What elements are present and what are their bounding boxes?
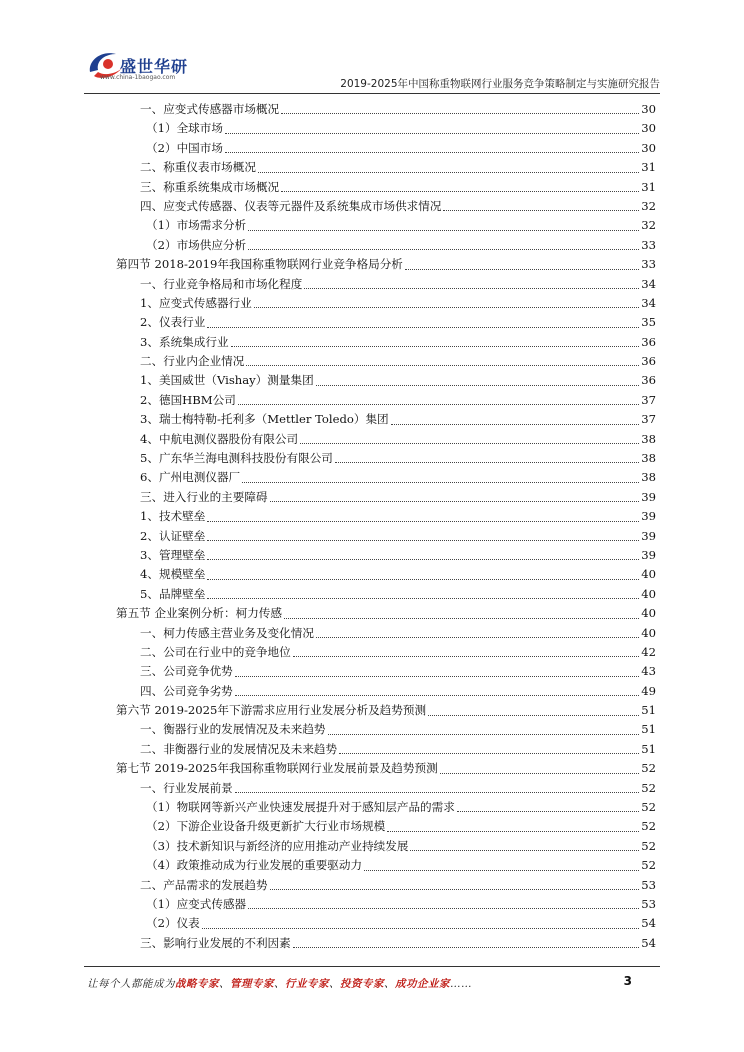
- toc-entry-title: 2、认证壁垒: [140, 528, 206, 543]
- toc-leader-dots: [284, 618, 639, 619]
- toc-entry-page: 30: [641, 101, 656, 116]
- toc-entry-title: （4）政策推动成为行业发展的重要驱动力: [146, 858, 363, 873]
- toc-entry[interactable]: [116, 934, 656, 953]
- toc-entry-page: 42: [641, 644, 656, 659]
- toc-entry-page: 40: [641, 567, 656, 582]
- toc-entry-page: 32: [641, 218, 656, 233]
- toc-entry-title: 第五节 企业案例分析：柯力传感: [116, 606, 282, 621]
- toc-entry-title: 四、应变式传感器、仪表等元器件及系统集成市场供求情况: [140, 198, 442, 213]
- toc-leader-dots: [235, 695, 639, 696]
- toc-entry-title: 二、行业内企业情况: [140, 354, 245, 369]
- footer-slogan: 让每个人都能成为战略专家、管理专家、行业专家、投资专家、成功企业家……: [87, 978, 472, 990]
- toc-entry-page: 51: [641, 722, 656, 737]
- toc-entry[interactable]: [116, 158, 656, 177]
- toc-entry-page: 43: [641, 664, 656, 679]
- toc-entry-page: 38: [641, 451, 656, 466]
- toc-entry[interactable]: [116, 585, 656, 604]
- toc-entry[interactable]: [116, 275, 656, 294]
- toc-entry-title: 3、管理壁垒: [140, 547, 206, 562]
- toc-entry-page: 36: [641, 334, 656, 349]
- toc-leader-dots: [293, 656, 640, 657]
- toc-entry-page: 36: [641, 373, 656, 388]
- toc-entry[interactable]: [116, 779, 656, 798]
- toc-entry-page: 38: [641, 431, 656, 446]
- toc-entry-title: 一、应变式传感器市场概况: [140, 101, 280, 116]
- toc-entry[interactable]: [116, 507, 656, 526]
- toc-entry-title: 第六节 2019-2025年下游需求应用行业发展分析及趋势预测: [116, 703, 427, 718]
- page-number: 3: [623, 974, 632, 988]
- toc-leader-dots: [270, 501, 640, 502]
- toc-entry-title: 一、行业竞争格局和市场化程度: [140, 276, 303, 291]
- toc-entry-title: 三、影响行业发展的不利因素: [140, 935, 291, 950]
- toc-leader-dots: [304, 288, 639, 289]
- footer-role: 投资专家: [340, 978, 384, 990]
- toc-entry[interactable]: [116, 410, 656, 429]
- toc-leader-dots: [339, 753, 639, 754]
- toc-entry-title: 5、广东华兰海电测科技股份有限公司: [140, 451, 333, 466]
- toc-entry[interactable]: [116, 119, 656, 138]
- toc-entry[interactable]: [116, 197, 656, 216]
- toc-entry-page: 53: [641, 897, 656, 911]
- toc-leader-dots: [316, 637, 639, 638]
- toc-entry-page: 40: [641, 606, 656, 621]
- toc-entry-page: 52: [641, 858, 656, 873]
- toc-entry[interactable]: [116, 759, 656, 778]
- toc-entry-title: 6、广州电测仪器厂: [140, 470, 241, 485]
- toc-entry-page: 52: [641, 761, 656, 776]
- toc-entry-page: 54: [641, 935, 656, 950]
- toc-entry[interactable]: [116, 682, 656, 701]
- toc-leader-dots: [293, 947, 640, 948]
- footer-divider: [84, 966, 660, 967]
- toc-entry-title: 二、公司在行业中的竞争地位: [140, 644, 291, 659]
- toc-entry-title: 三、公司竞争优势: [140, 664, 233, 679]
- toc-entry[interactable]: [116, 798, 656, 817]
- toc-leader-dots: [207, 521, 639, 522]
- toc-leader-dots: [410, 850, 639, 851]
- toc-entry[interactable]: [116, 488, 656, 507]
- toc-leader-dots: [300, 443, 639, 444]
- toc-entry-title: 四、公司竞争劣势: [140, 683, 233, 698]
- toc-entry[interactable]: [116, 914, 656, 933]
- toc-entry-page: 52: [641, 838, 656, 853]
- toc-entry[interactable]: [116, 216, 656, 235]
- toc-leader-dots: [235, 676, 639, 677]
- toc-leader-dots: [207, 598, 639, 599]
- toc-entry-page: 35: [641, 315, 656, 330]
- toc-leader-dots: [364, 870, 639, 871]
- toc-entry-page: 40: [641, 625, 656, 640]
- toc-leader-dots: [428, 715, 639, 716]
- toc-leader-dots: [225, 152, 639, 153]
- toc-entry[interactable]: [116, 565, 656, 584]
- toc-entry-page: 52: [641, 800, 656, 815]
- toc-entry[interactable]: [116, 468, 656, 487]
- toc-leader-dots: [238, 404, 639, 405]
- toc-entry[interactable]: [116, 701, 656, 720]
- toc-entry[interactable]: [116, 430, 656, 449]
- toc-leader-dots: [207, 327, 639, 328]
- toc-entry-title: 二、产品需求的发展趋势: [140, 877, 268, 892]
- toc-entry[interactable]: [116, 604, 656, 623]
- toc-leader-dots: [457, 811, 639, 812]
- toc-leader-dots: [246, 365, 639, 366]
- toc-entry-page: 34: [641, 276, 656, 291]
- toc-leader-dots: [316, 385, 640, 386]
- toc-entry-title: 1、美国威世（Vishay）测量集团: [140, 373, 314, 388]
- toc-entry[interactable]: [116, 333, 656, 352]
- toc-entry[interactable]: [116, 139, 656, 158]
- toc-entry-page: 37: [641, 392, 656, 407]
- toc-entry[interactable]: [116, 236, 656, 255]
- toc-entry-title: 二、非衡器行业的发展情况及未来趋势: [140, 741, 338, 756]
- toc-entry[interactable]: [116, 721, 656, 740]
- toc-entry-page: 39: [641, 547, 656, 562]
- toc-leader-dots: [387, 831, 639, 832]
- toc-entry-page: 30: [641, 121, 656, 136]
- toc-leader-dots: [207, 579, 639, 580]
- toc-entry-page: 49: [641, 683, 656, 698]
- toc-entry-page: 52: [641, 819, 656, 834]
- toc-entry-page: 33: [641, 237, 656, 252]
- toc-entry-page: 36: [641, 354, 656, 369]
- toc-entry-page: 39: [641, 528, 656, 543]
- toc-entry[interactable]: [116, 662, 656, 681]
- toc-entry[interactable]: [116, 371, 656, 390]
- company-logo: [86, 42, 206, 88]
- toc-entry-title: 第四节 2018-2019年我国称重物联网行业竞争格局分析: [116, 257, 403, 272]
- toc-entry[interactable]: [116, 313, 656, 332]
- toc-entry[interactable]: [116, 876, 656, 895]
- toc-leader-dots: [248, 249, 639, 250]
- toc-entry[interactable]: [116, 817, 656, 836]
- toc-entry[interactable]: [116, 643, 656, 662]
- toc-leader-dots: [248, 908, 639, 909]
- footer-role: 战略专家: [175, 978, 219, 990]
- header-divider: [84, 93, 660, 94]
- toc-entry-title: 第七节 2019-2025年我国称重物联网行业发展前景及趋势预测: [116, 761, 438, 776]
- toc-entry-title: 一、衡器行业的发展情况及未来趋势: [140, 722, 326, 737]
- toc-entry-title: 1、应变式传感器行业: [140, 295, 252, 310]
- toc-entry-title: 三、进入行业的主要障碍: [140, 489, 268, 504]
- toc-leader-dots: [335, 462, 639, 463]
- table-of-contents: [116, 100, 656, 953]
- toc-entry[interactable]: [116, 527, 656, 546]
- toc-entry-title: 3、瑞士梅特勒-托利多（Mettler Toledo）集团: [140, 412, 389, 427]
- toc-entry-page: 34: [641, 295, 656, 310]
- toc-leader-dots: [248, 230, 639, 231]
- toc-entry[interactable]: [116, 255, 656, 274]
- toc-leader-dots: [225, 133, 639, 134]
- toc-entry-title: （2）仪表: [146, 916, 200, 931]
- toc-entry-title: （1）应变式传感器: [146, 897, 247, 911]
- toc-leader-dots: [440, 773, 640, 774]
- footer-role: 管理专家: [230, 978, 274, 990]
- toc-entry[interactable]: [116, 449, 656, 468]
- toc-entry[interactable]: [116, 391, 656, 410]
- toc-entry[interactable]: [116, 352, 656, 371]
- toc-entry[interactable]: [116, 546, 656, 565]
- toc-entry[interactable]: [116, 178, 656, 197]
- toc-leader-dots: [443, 210, 639, 211]
- toc-entry-title: （2）市场供应分析: [146, 237, 247, 252]
- logo-name: 盛世华研: [120, 57, 189, 76]
- toc-leader-dots: [207, 559, 639, 560]
- toc-leader-dots: [254, 307, 640, 308]
- toc-entry[interactable]: [116, 100, 656, 119]
- logo-url: www.china-1baogao.com: [100, 74, 176, 81]
- page-header: [84, 42, 660, 92]
- toc-entry-page: 40: [641, 586, 656, 601]
- toc-leader-dots: [235, 792, 639, 793]
- toc-entry-page: 52: [641, 780, 656, 795]
- toc-entry-title: （1）物联网等新兴产业快速发展提升对于感知层产品的需求: [146, 800, 455, 815]
- toc-entry-page: 53: [641, 877, 656, 892]
- toc-entry-page: 31: [641, 160, 656, 175]
- toc-entry-page: 51: [641, 703, 656, 718]
- toc-leader-dots: [405, 269, 639, 270]
- toc-entry-page: 37: [641, 412, 656, 427]
- toc-leader-dots: [231, 346, 640, 347]
- toc-entry-page: 39: [641, 489, 656, 504]
- toc-entry-title: （1）市场需求分析: [146, 218, 247, 233]
- toc-entry-title: （1）全球市场: [146, 121, 223, 136]
- toc-leader-dots: [391, 424, 640, 425]
- toc-entry-title: 2、德国HBM公司: [140, 392, 236, 407]
- toc-entry-title: 二、称重仪表市场概况: [140, 160, 256, 175]
- toc-entry-title: 三、称重系统集成市场概况: [140, 179, 280, 194]
- toc-entry-page: 38: [641, 470, 656, 485]
- toc-leader-dots: [242, 482, 639, 483]
- footer-suffix: ……: [450, 978, 472, 990]
- toc-entry[interactable]: [116, 294, 656, 313]
- toc-entry[interactable]: [116, 856, 656, 875]
- toc-entry-title: 3、系统集成行业: [140, 334, 229, 349]
- toc-leader-dots: [328, 734, 640, 735]
- toc-leader-dots: [270, 889, 640, 890]
- toc-entry-page: 33: [641, 257, 656, 272]
- toc-entry[interactable]: [116, 895, 656, 914]
- toc-entry-page: 30: [641, 140, 656, 155]
- toc-entry-page: 51: [641, 741, 656, 756]
- toc-entry-page: 32: [641, 198, 656, 213]
- toc-entry-page: 39: [641, 509, 656, 524]
- toc-entry-title: 4、中航电测仪器股份有限公司: [140, 431, 299, 446]
- toc-entry-title: 4、规模壁垒: [140, 567, 206, 582]
- footer-role: 成功企业家: [395, 978, 450, 990]
- toc-entry-title: （3）技术新知识与新经济的应用推动产业持续发展: [146, 838, 409, 853]
- report-title: 2019-2025年中国称重物联网行业服务竞争策略制定与实施研究报告: [340, 78, 660, 90]
- toc-entry-page: 54: [641, 916, 656, 931]
- toc-entry-title: 5、品牌壁垒: [140, 586, 206, 601]
- toc-entry-title: （2）下游企业设备升级更新扩大行业市场规模: [146, 819, 386, 834]
- toc-entry[interactable]: [116, 837, 656, 856]
- footer-role: 行业专家: [285, 978, 329, 990]
- toc-leader-dots: [202, 928, 639, 929]
- toc-entry-title: 1、技术壁垒: [140, 509, 206, 524]
- toc-entry-title: 一、柯力传感主营业务及变化情况: [140, 625, 314, 640]
- toc-entry[interactable]: [116, 624, 656, 643]
- toc-leader-dots: [281, 113, 639, 114]
- toc-leader-dots: [207, 540, 639, 541]
- toc-leader-dots: [258, 172, 639, 173]
- toc-entry-page: 31: [641, 179, 656, 194]
- toc-entry[interactable]: [116, 740, 656, 759]
- toc-entry-title: （2）中国市场: [146, 140, 223, 155]
- footer-prefix: 让每个人都能成为: [87, 978, 175, 990]
- toc-entry-title: 一、行业发展前景: [140, 780, 233, 795]
- toc-entry-title: 2、仪表行业: [140, 315, 206, 330]
- toc-leader-dots: [281, 191, 639, 192]
